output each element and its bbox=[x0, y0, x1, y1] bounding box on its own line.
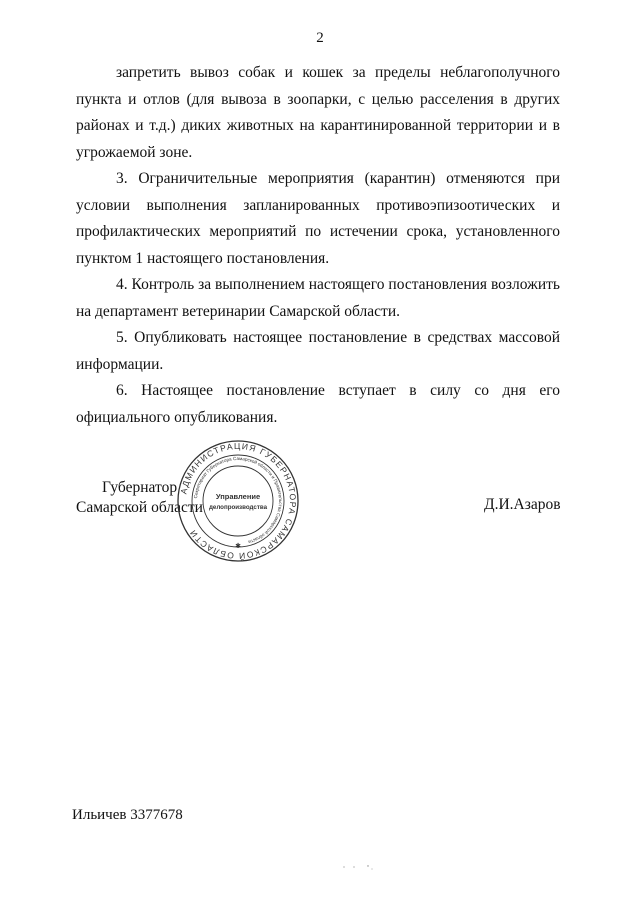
seal-center-line1: Управление bbox=[215, 492, 261, 501]
page-number: 2 bbox=[316, 30, 324, 46]
signature-role-line2: Самарской области bbox=[76, 499, 203, 516]
paragraph-5: 5. Опубликовать настоящее постановление в средствах массовой информации. bbox=[76, 329, 560, 373]
paragraph-continuation: запретить вывоз собак и кошек за пределы неблагополучного пункта и отлов (для вывоза в зоопарки, с целью расселения в других районах и т.д.) диких животных на карантинированной территории и в угрожаемой зоне. bbox=[76, 64, 560, 161]
scan-noise-dots bbox=[340, 864, 380, 870]
signature-role-line1: Губернатор bbox=[102, 479, 178, 496]
paragraph-3: 3. Ограничительные мероприятия (карантин) отменяются при условии выполнения запланированных противоэпизоотических и профилактических мероприятий по истечении срока, установленного пунктом 1 настоящего постановления. bbox=[76, 170, 560, 267]
footer-executor: Ильичев 3377678 bbox=[72, 807, 183, 823]
paragraph-6: 6. Настоящее постановление вступает в силу со дня его официального опубликования. bbox=[76, 382, 560, 426]
document-body bbox=[76, 60, 560, 431]
signature-name: Д.И.Азаров bbox=[484, 496, 561, 513]
seal-outer-textpath: АДМИНИСТРАЦИЯ ГУБЕРНАТОРА САМАРСКОЙ ОБЛАСТИ bbox=[178, 440, 299, 562]
official-seal bbox=[176, 439, 300, 563]
seal-star-icon: ✱ bbox=[235, 542, 241, 550]
seal-inner-textpath: Секретариат Губернатора Самарской области и Правительства Самарской области bbox=[193, 455, 284, 545]
seal-inner-ring bbox=[203, 466, 273, 536]
seal-center-line2: делопроизводства bbox=[208, 504, 268, 511]
paragraph-4: 4. Контроль за выполнением настоящего постановления возложить на департамент ветеринарии Самарской области. bbox=[76, 276, 560, 320]
seal-middle-ring bbox=[192, 455, 284, 547]
